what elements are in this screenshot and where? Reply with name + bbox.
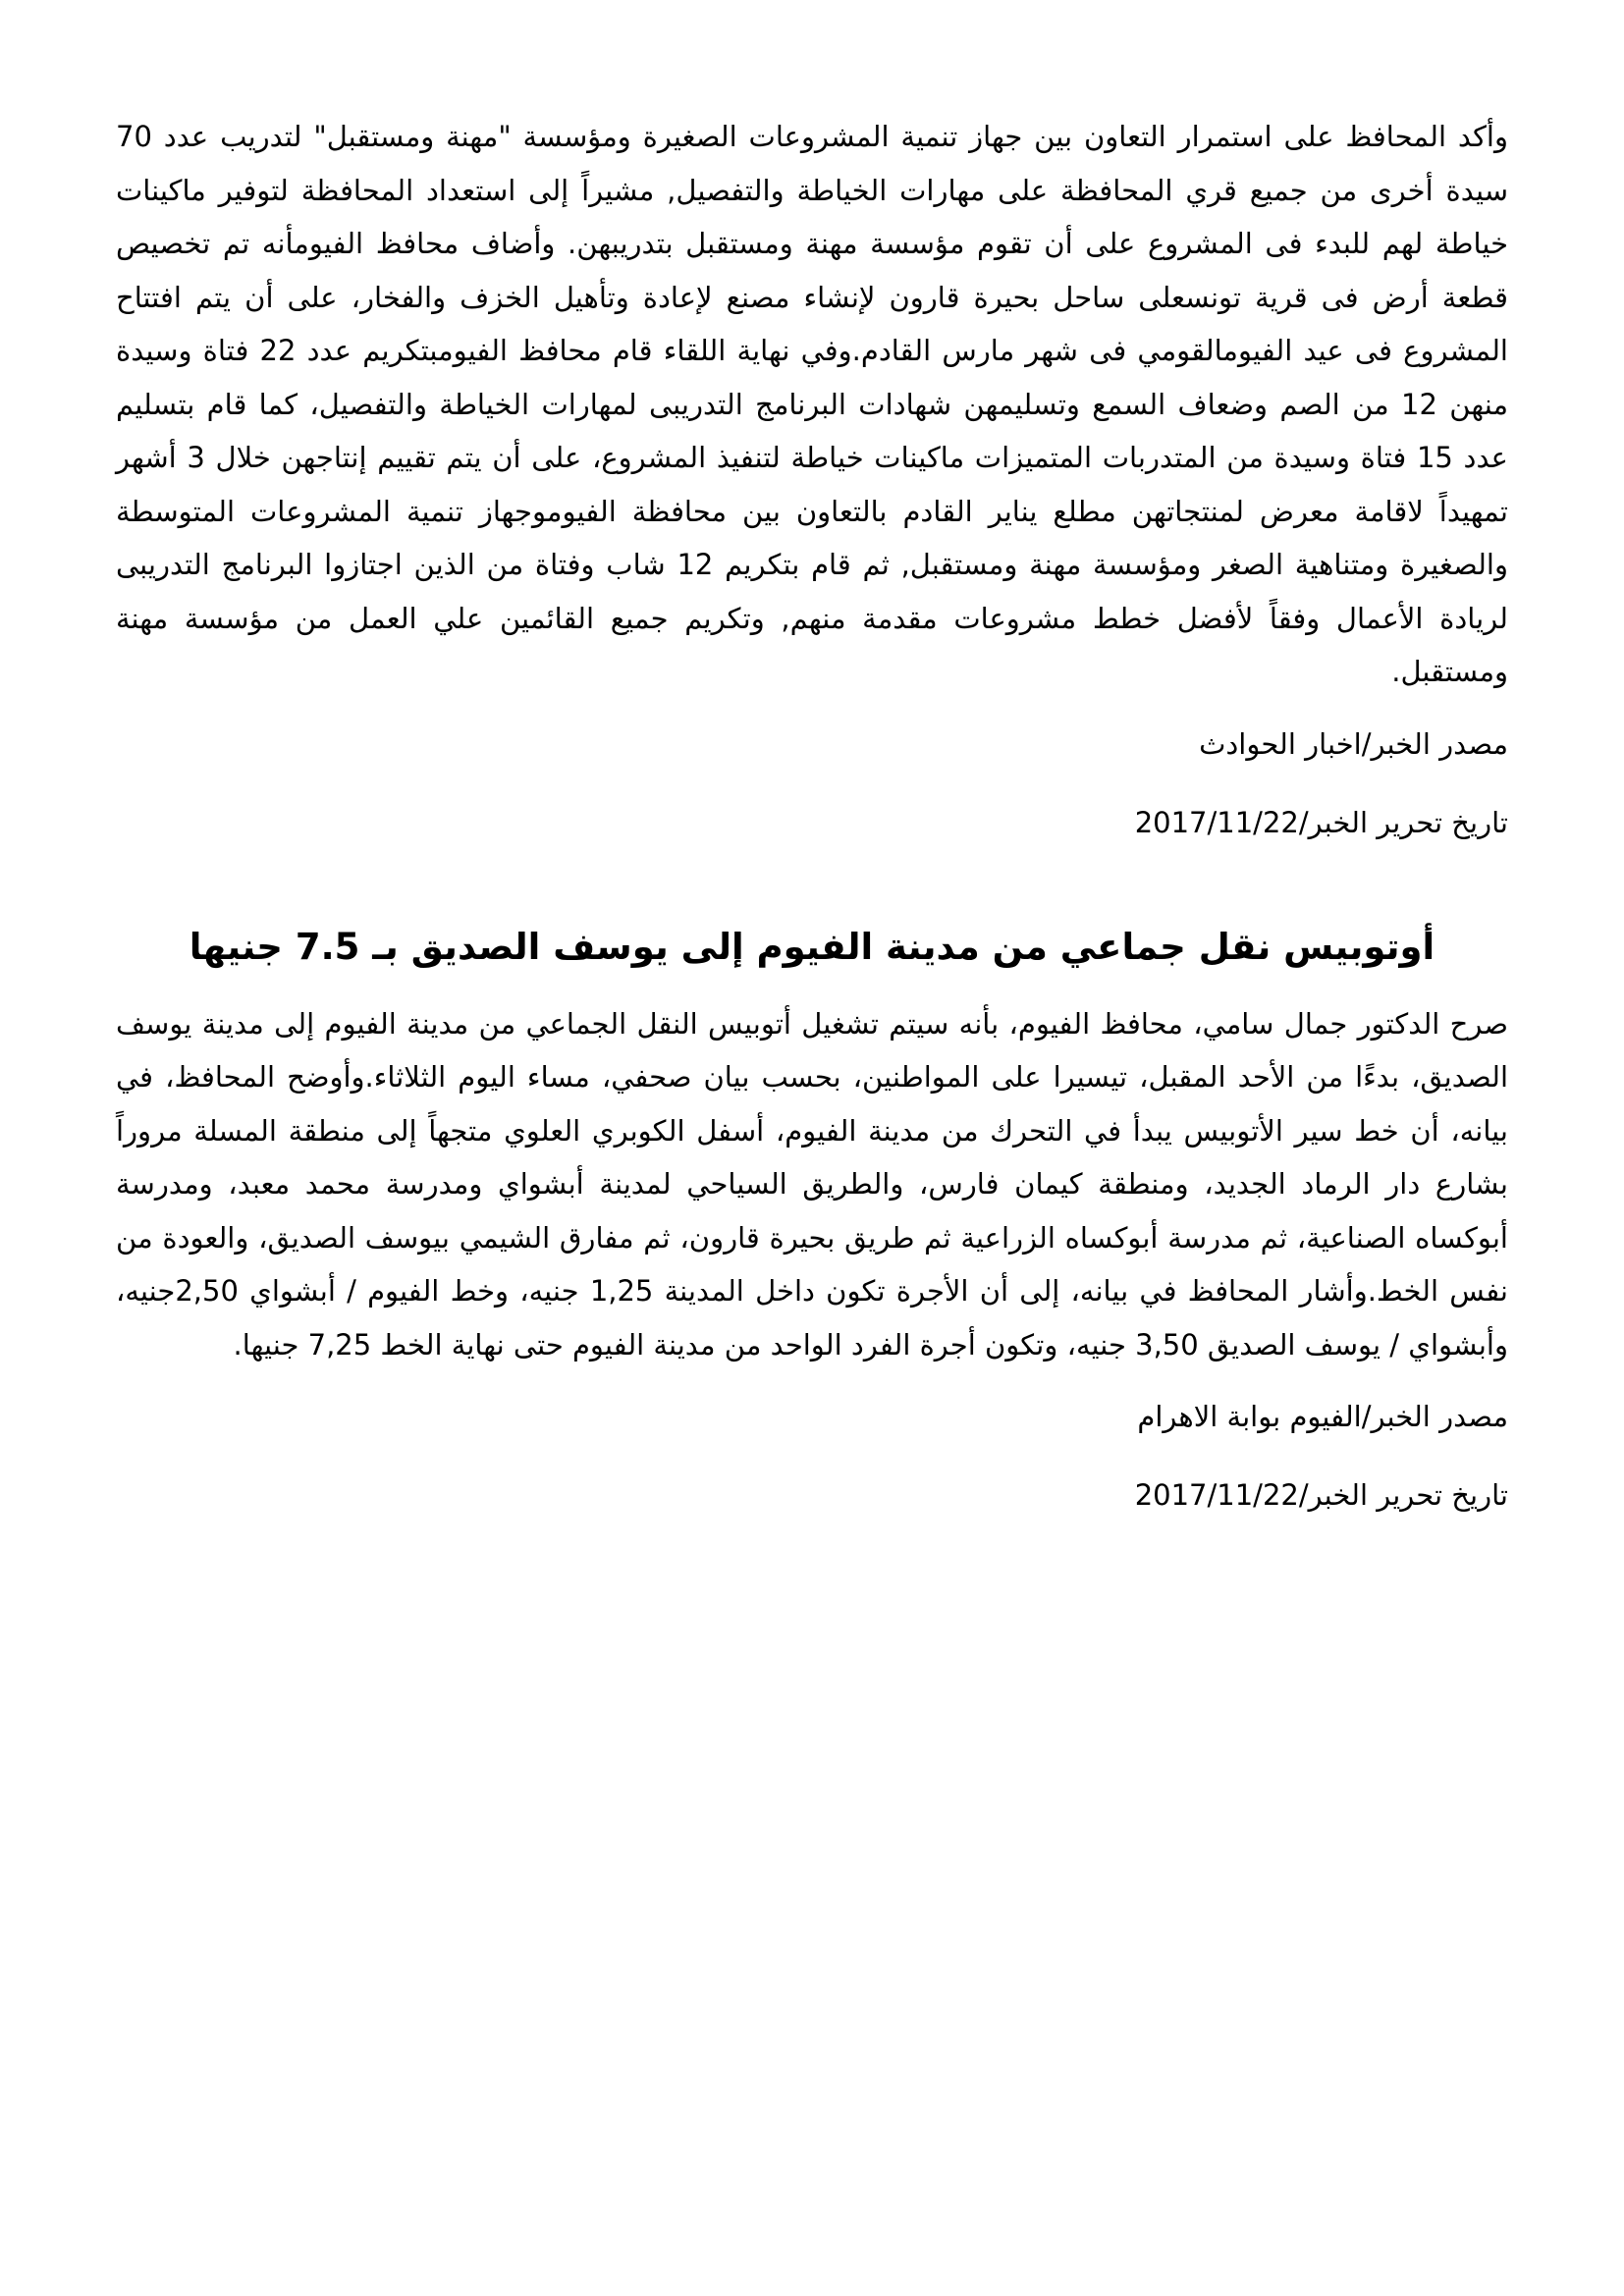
article-1-source: مصدر الخبر/اخبار الحوادث: [1199, 726, 1508, 761]
article-2-date: تاريخ تحرير الخبر/2017/11/22: [1134, 1478, 1508, 1512]
article-1-paragraph: وأكد المحافظ على استمرار التعاون بين جهاز تنمية المشروعات الصغيرة ومؤسسة "مهنة ومستقبل" لتدريب عدد 70 سيدة أخرى من جميع قري المحافظة على مهارات الخياطة والتفصيل, مشيراً إلى استعداد المحافظة لتوفير ماكينات خياطة لهم للبدء فى المشروع على أن تقوم مؤسسة مهنة ومستقبل بتدريبهن. وأضاف محافظ الفيومأنه تم تخصيص قطعة أرض فى قرية تونسعلى ساحل بحيرة قارون لإنشاء مصنع لإعادة وتأهيل الخزف والفخار، على أن يتم افتتاح المشروع فى عيد الفيومالقومي فى شهر مارس القادم.وفي نهاية اللقاء قام محافظ الفيومبتكريم عدد 22 فتاة وسيدة منهن 12 من الصم وضعاف السمع وتسليمهن شهادات البرنامج التدريبى لمهارات الخياطة والتفصيل، كما قام بتسليم عدد 15 فتاة وسيدة من المتدربات المتميزات ماكينات خياطة لتنفيذ المشروع، على أن يتم تقييم إنتاجهن خلال 3 أشهر تمهيداً لاقامة معرض لمنتجاتهن مطلع يناير القادم بالتعاون بين محافظة الفيوموجهاز تنمية المشروعات المتوسطة والصغيرة ومتناهية الصغر ومؤسسة مهنة ومستقبل, ثم قام بتكريم 12 شاب وفتاة من الذين اجتازوا البرنامج التدريبى لريادة الأعمال وفقاً لأفضل خطط مشروعات مقدمة منهم, وتكريم جميع القائمين علي العمل من مؤسسة مهنة ومستقبل.: [116, 120, 1508, 688]
article-1-date: تاريخ تحرير الخبر/2017/11/22: [1134, 805, 1508, 839]
article-2-source: مصدر الخبر/الفيوم بوابة الاهرام: [1137, 1400, 1508, 1433]
article-2-headline: أوتوبيس نقل جماعي من مدينة الفيوم إلى يوسف الصديق بـ 7.5 جنيها: [189, 925, 1435, 968]
document-page: [116, 110, 1508, 1515]
article-2-paragraph: صرح الدكتور جمال سامي، محافظ الفيوم، بأنه سيتم تشغيل أتوبيس النقل الجماعي من مدينة الفيوم إلى مدينة يوسف الصديق، بدءًا من الأحد المقبل، تيسيرا على المواطنين، بحسب بيان صحفي، مساء اليوم الثلاثاء.وأوضح المحافظ، في بيانه، أن خط سير الأتوبيس يبدأ في التحرك من مدينة الفيوم، أسفل الكوبري العلوي متجهاً إلى منطقة المسلة مروراً بشارع دار الرماد الجديد، ومنطقة كيمان فارس، والطريق السياحي لمدينة أبشواي ومدرسة محمد معبد، ومدرسة أبوكساه الصناعية، ثم مدرسة أبوكساه الزراعية ثم طريق بحيرة قارون، ثم مفارق الشيمي بيوسف الصديق، والعودة من نفس الخط.وأشار المحافظ في بيانه، إلى أن الأجرة تكون داخل المدينة 1,25 جنيه، وخط الفيوم / أبشواي 2,50جنيه، وأبشواي / يوسف الصديق 3,50 جنيه، وتكون أجرة الفرد الواحد من مدينة الفيوم حتى نهاية الخط 7,25 جنيها.: [116, 1006, 1508, 1362]
